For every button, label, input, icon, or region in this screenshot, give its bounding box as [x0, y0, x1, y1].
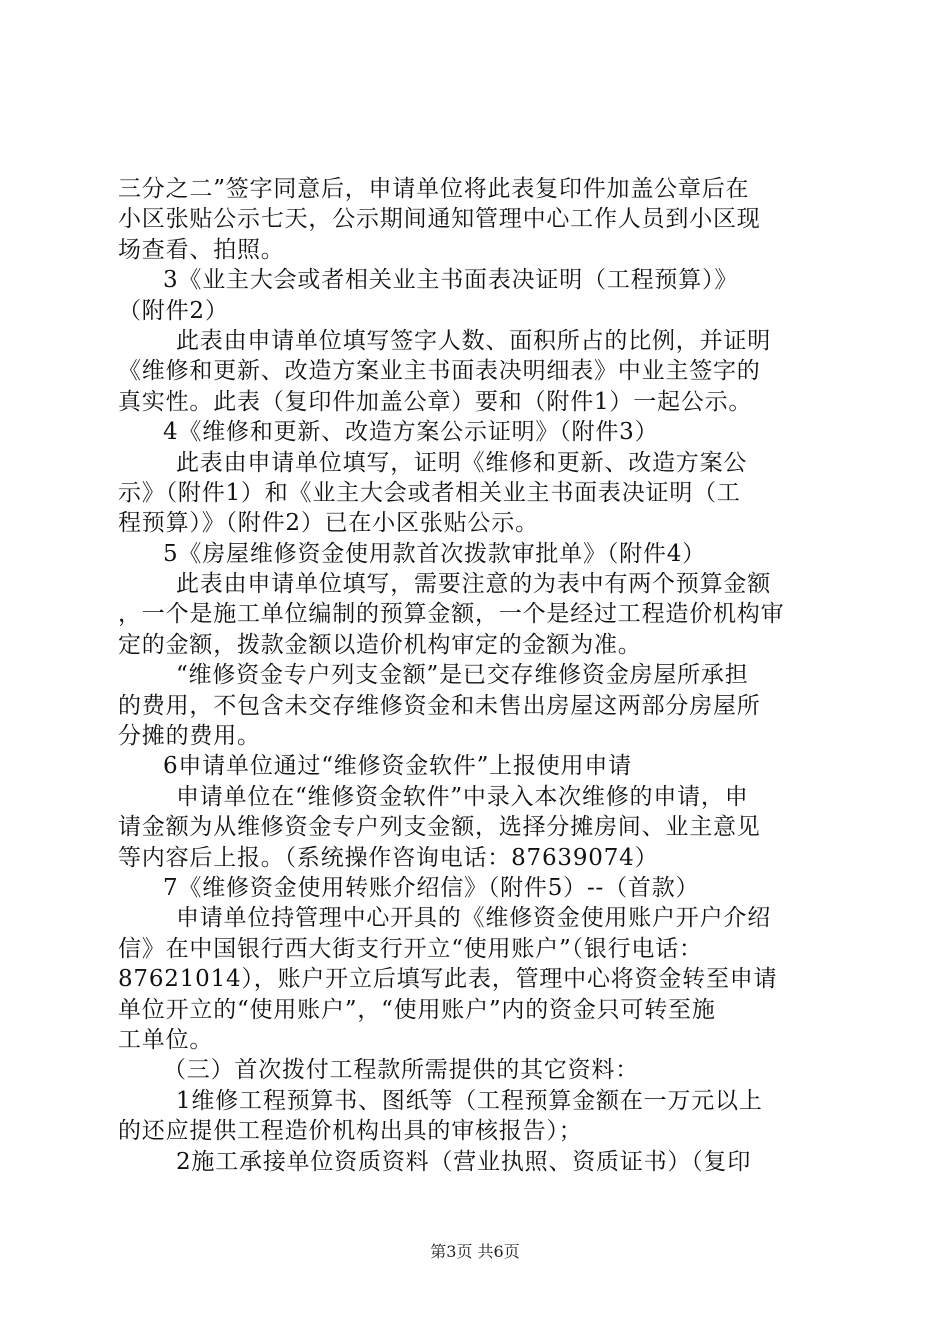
text-line: 2施工承接单位资质资料（营业执照、资质证书）（复印 [176, 1148, 752, 1175]
text-line: 工单位。 [118, 1026, 214, 1053]
text-line: 单位开立的“使用账户”，“使用账户”内的资金只可转至施 [118, 996, 716, 1023]
text-line: “维修资金专户列支金额”是已交存维修资金房屋所承担 [176, 662, 749, 689]
text-line: 示》（附件1）和《业主大会或者相关业主书面表决证明（工 [118, 479, 741, 506]
text-line: 分摊的费用。 [118, 723, 261, 750]
text-line: 小区张贴公示七天，公示期间通知管理中心工作人员到小区现 [118, 206, 761, 233]
text-line: 场查看、拍照。 [118, 236, 285, 263]
section-heading-4: 4《维修和更新、改造方案公示证明》（附件3） [163, 419, 659, 446]
page-number: 第3页 共6页 [430, 1242, 520, 1261]
text-line: 三分之二”签字同意后，申请单位将此表复印件加盖公章后在 [118, 176, 750, 202]
text-line: 1维修工程预算书、图纸等（工程预算金额在一万元以上 [176, 1087, 763, 1114]
section-heading-7: 7《维修资金使用转账介绍信》（附件5）--（首款） [163, 874, 700, 901]
text-line: 程预算）》（附件2）已在小区张贴公示。 [118, 510, 539, 537]
text-line: 申请单位持管理中心开具的《维修资金使用账户开户介绍 [176, 905, 771, 932]
text-line: 的还应提供工程造价机构出具的审核报告）； [118, 1118, 583, 1145]
text-line: 请金额为从维修资金专户列支金额，选择分摊房间、业主意见 [118, 814, 761, 841]
text-line: 信》在中国银行西大街支行开立“使用账户”（银行电话： [118, 935, 703, 962]
text-line: 申请单位在“维修资金软件”中录入本次维修的申请，申 [176, 783, 749, 810]
section-heading-3: 3《业主大会或者相关业主书面表决证明（工程预算）》 [163, 267, 739, 294]
text-line: 此表由申请单位填写，需要注意的为表中有两个预算金额 [176, 571, 771, 598]
text-line: 87621014），账户开立后填写此表，管理中心将资金转至申请 [118, 966, 778, 993]
section-heading-6: 6申请单位通过“维修资金软件”上报使用申请 [163, 753, 632, 780]
text-line: 此表由申请单位填写，证明《维修和更新、改造方案公 [176, 449, 748, 476]
text-line: （附件2） [118, 297, 229, 324]
document-body [118, 174, 833, 1177]
section-heading-part3: （三）首次拨付工程款所需提供的其它资料： [163, 1057, 639, 1084]
text-line: 定的金额，拨款金额以造价机构审定的金额为准。 [118, 631, 642, 658]
text-line: 真实性。此表（复印件加盖公章）要和（附件1）一起公示。 [118, 388, 753, 415]
section-heading-5: 5《房屋维修资金使用款首次拨款审批单》（附件4） [163, 540, 706, 567]
text-line: 此表由申请单位填写签字人数、面积所占的比例，并证明 [176, 327, 771, 354]
text-line: 《维修和更新、改造方案业主书面表决明细表》中业主签字的 [118, 358, 761, 385]
text-line: 的费用，不包含未交存维修资金和未售出房屋这两部分房屋所 [118, 692, 761, 719]
text-line: 等内容后上报。（系统操作咨询电话：87639074） [118, 844, 659, 871]
text-line: ，一个是施工单位编制的预算金额，一个是经过工程造价机构审 [118, 601, 785, 628]
